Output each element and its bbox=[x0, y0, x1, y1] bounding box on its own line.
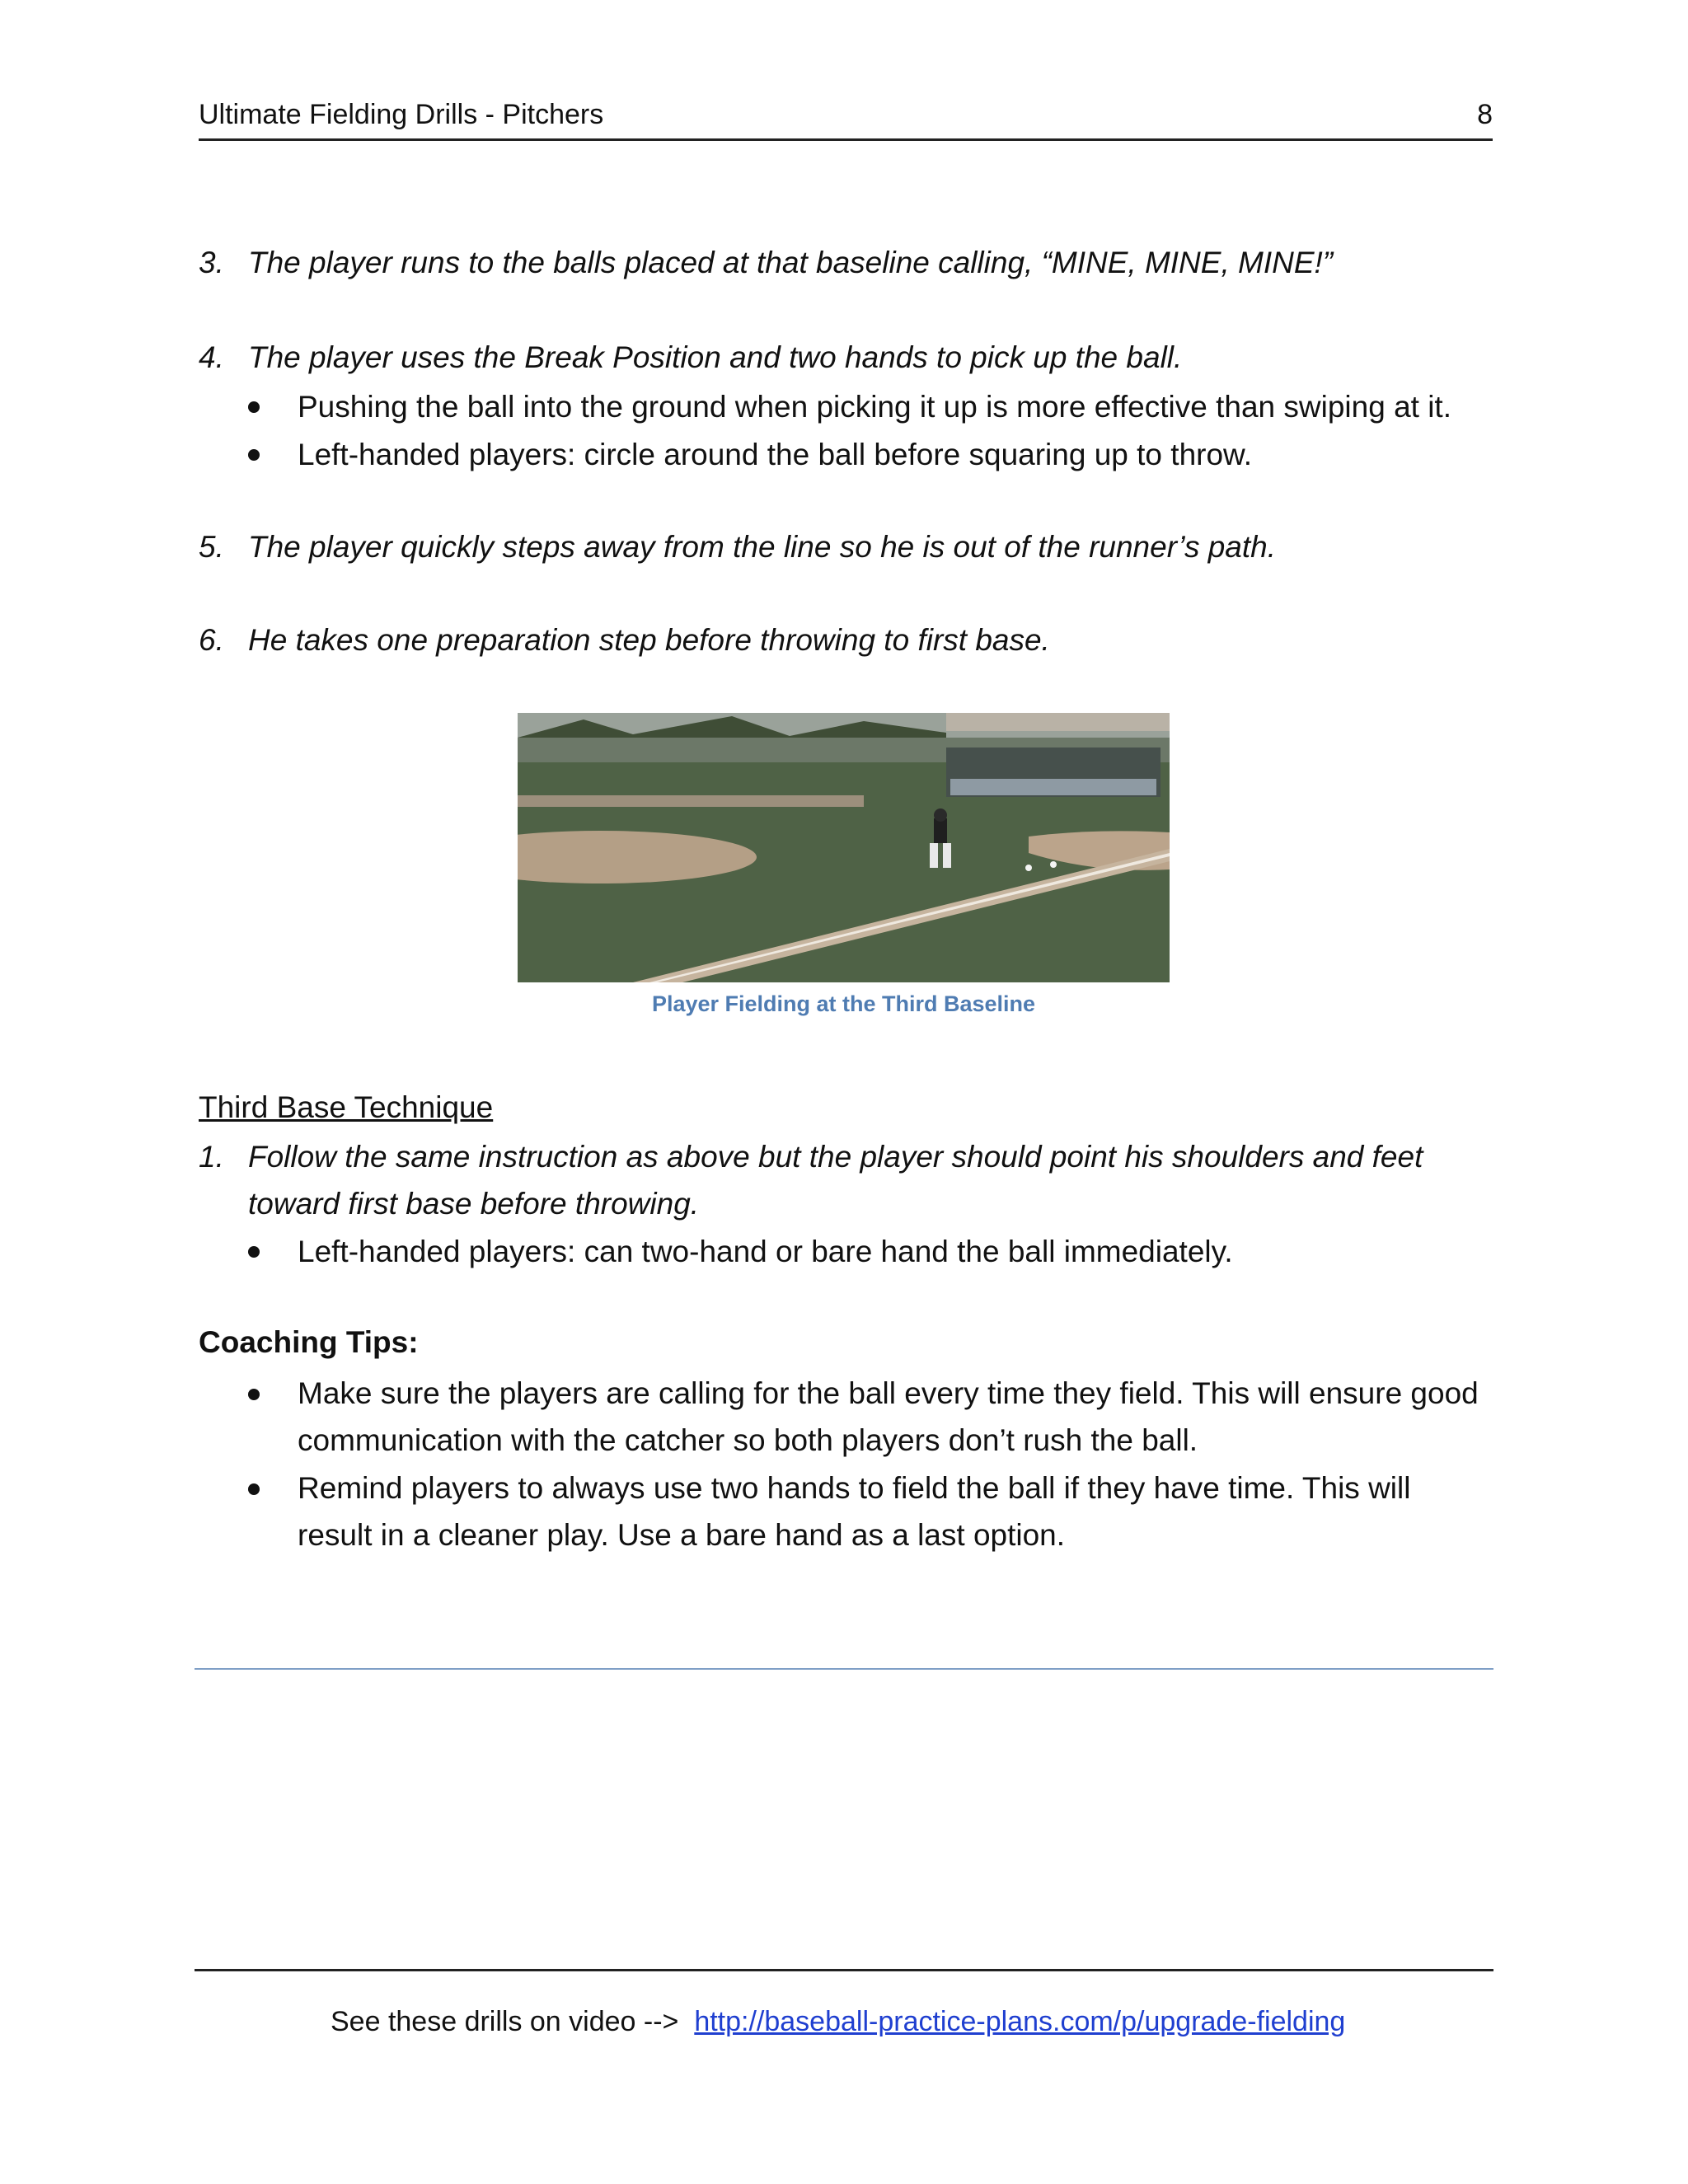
tip-text-line: Remind players to always use two hands to field the ball if they have time. This will bbox=[298, 1471, 1411, 1505]
figure-caption: Player Fielding at the Third Baseline bbox=[651, 991, 1036, 1016]
bullet-icon bbox=[248, 1246, 260, 1258]
bullet-icon bbox=[248, 401, 260, 413]
coaching-tips-title: Coaching Tips: bbox=[199, 1325, 419, 1359]
step-number: 6. bbox=[199, 623, 224, 657]
page-footer bbox=[331, 2006, 1345, 2038]
step-text: The player uses the Break Position and two hands to pick up the ball. bbox=[248, 340, 1183, 374]
footer-divider bbox=[195, 1969, 1493, 1971]
tip-text-line: result in a cleaner play. Use a bare hand as a last option. bbox=[298, 1518, 1066, 1552]
footer-text: See these drills on video --> bbox=[331, 2006, 679, 2037]
step-text-line: Follow the same instruction as above but the player should point his shoulders and feet bbox=[248, 1140, 1423, 1174]
bullet-text: Left-handed players: circle around the ball before squaring up to throw. bbox=[298, 438, 1253, 471]
step-number: 5. bbox=[199, 530, 224, 564]
page-number: 8 bbox=[1477, 99, 1493, 130]
bullet-text: Left-handed players: can two-hand or bare hand the ball immediately. bbox=[298, 1235, 1233, 1268]
step-text: The player runs to the balls placed at that baseline calling, “MINE, MINE, MINE!” bbox=[248, 246, 1334, 279]
fielding-photo bbox=[518, 713, 1170, 982]
page-header bbox=[199, 97, 1493, 141]
video-link[interactable]: http://baseball-practice-plans.com/p/upgrade-fielding bbox=[694, 2006, 1346, 2037]
document-title: Ultimate Fielding Drills - Pitchers bbox=[199, 99, 604, 130]
bullet-text: Pushing the ball into the ground when picking it up is more effective than swiping at it. bbox=[298, 390, 1451, 424]
bullet-icon bbox=[248, 1483, 260, 1495]
section-title: Third Base Technique bbox=[199, 1090, 494, 1124]
step-number: 1. bbox=[199, 1140, 224, 1174]
tip-text-line: Make sure the players are calling for the ball every time they field. This will ensure good bbox=[298, 1376, 1479, 1410]
tip-text-line: communication with the catcher so both players don’t rush the ball. bbox=[298, 1423, 1198, 1457]
bullet-icon bbox=[248, 1389, 260, 1400]
step-text: The player quickly steps away from the line so he is out of the runner’s path. bbox=[248, 530, 1277, 564]
step-number: 4. bbox=[199, 340, 224, 374]
step-number: 3. bbox=[199, 246, 224, 279]
bullet-icon bbox=[248, 449, 260, 461]
step-text-line: toward first base before throwing. bbox=[248, 1187, 700, 1221]
step-text: He takes one preparation step before throwing to first base. bbox=[248, 623, 1050, 657]
section-divider bbox=[195, 1668, 1493, 1670]
